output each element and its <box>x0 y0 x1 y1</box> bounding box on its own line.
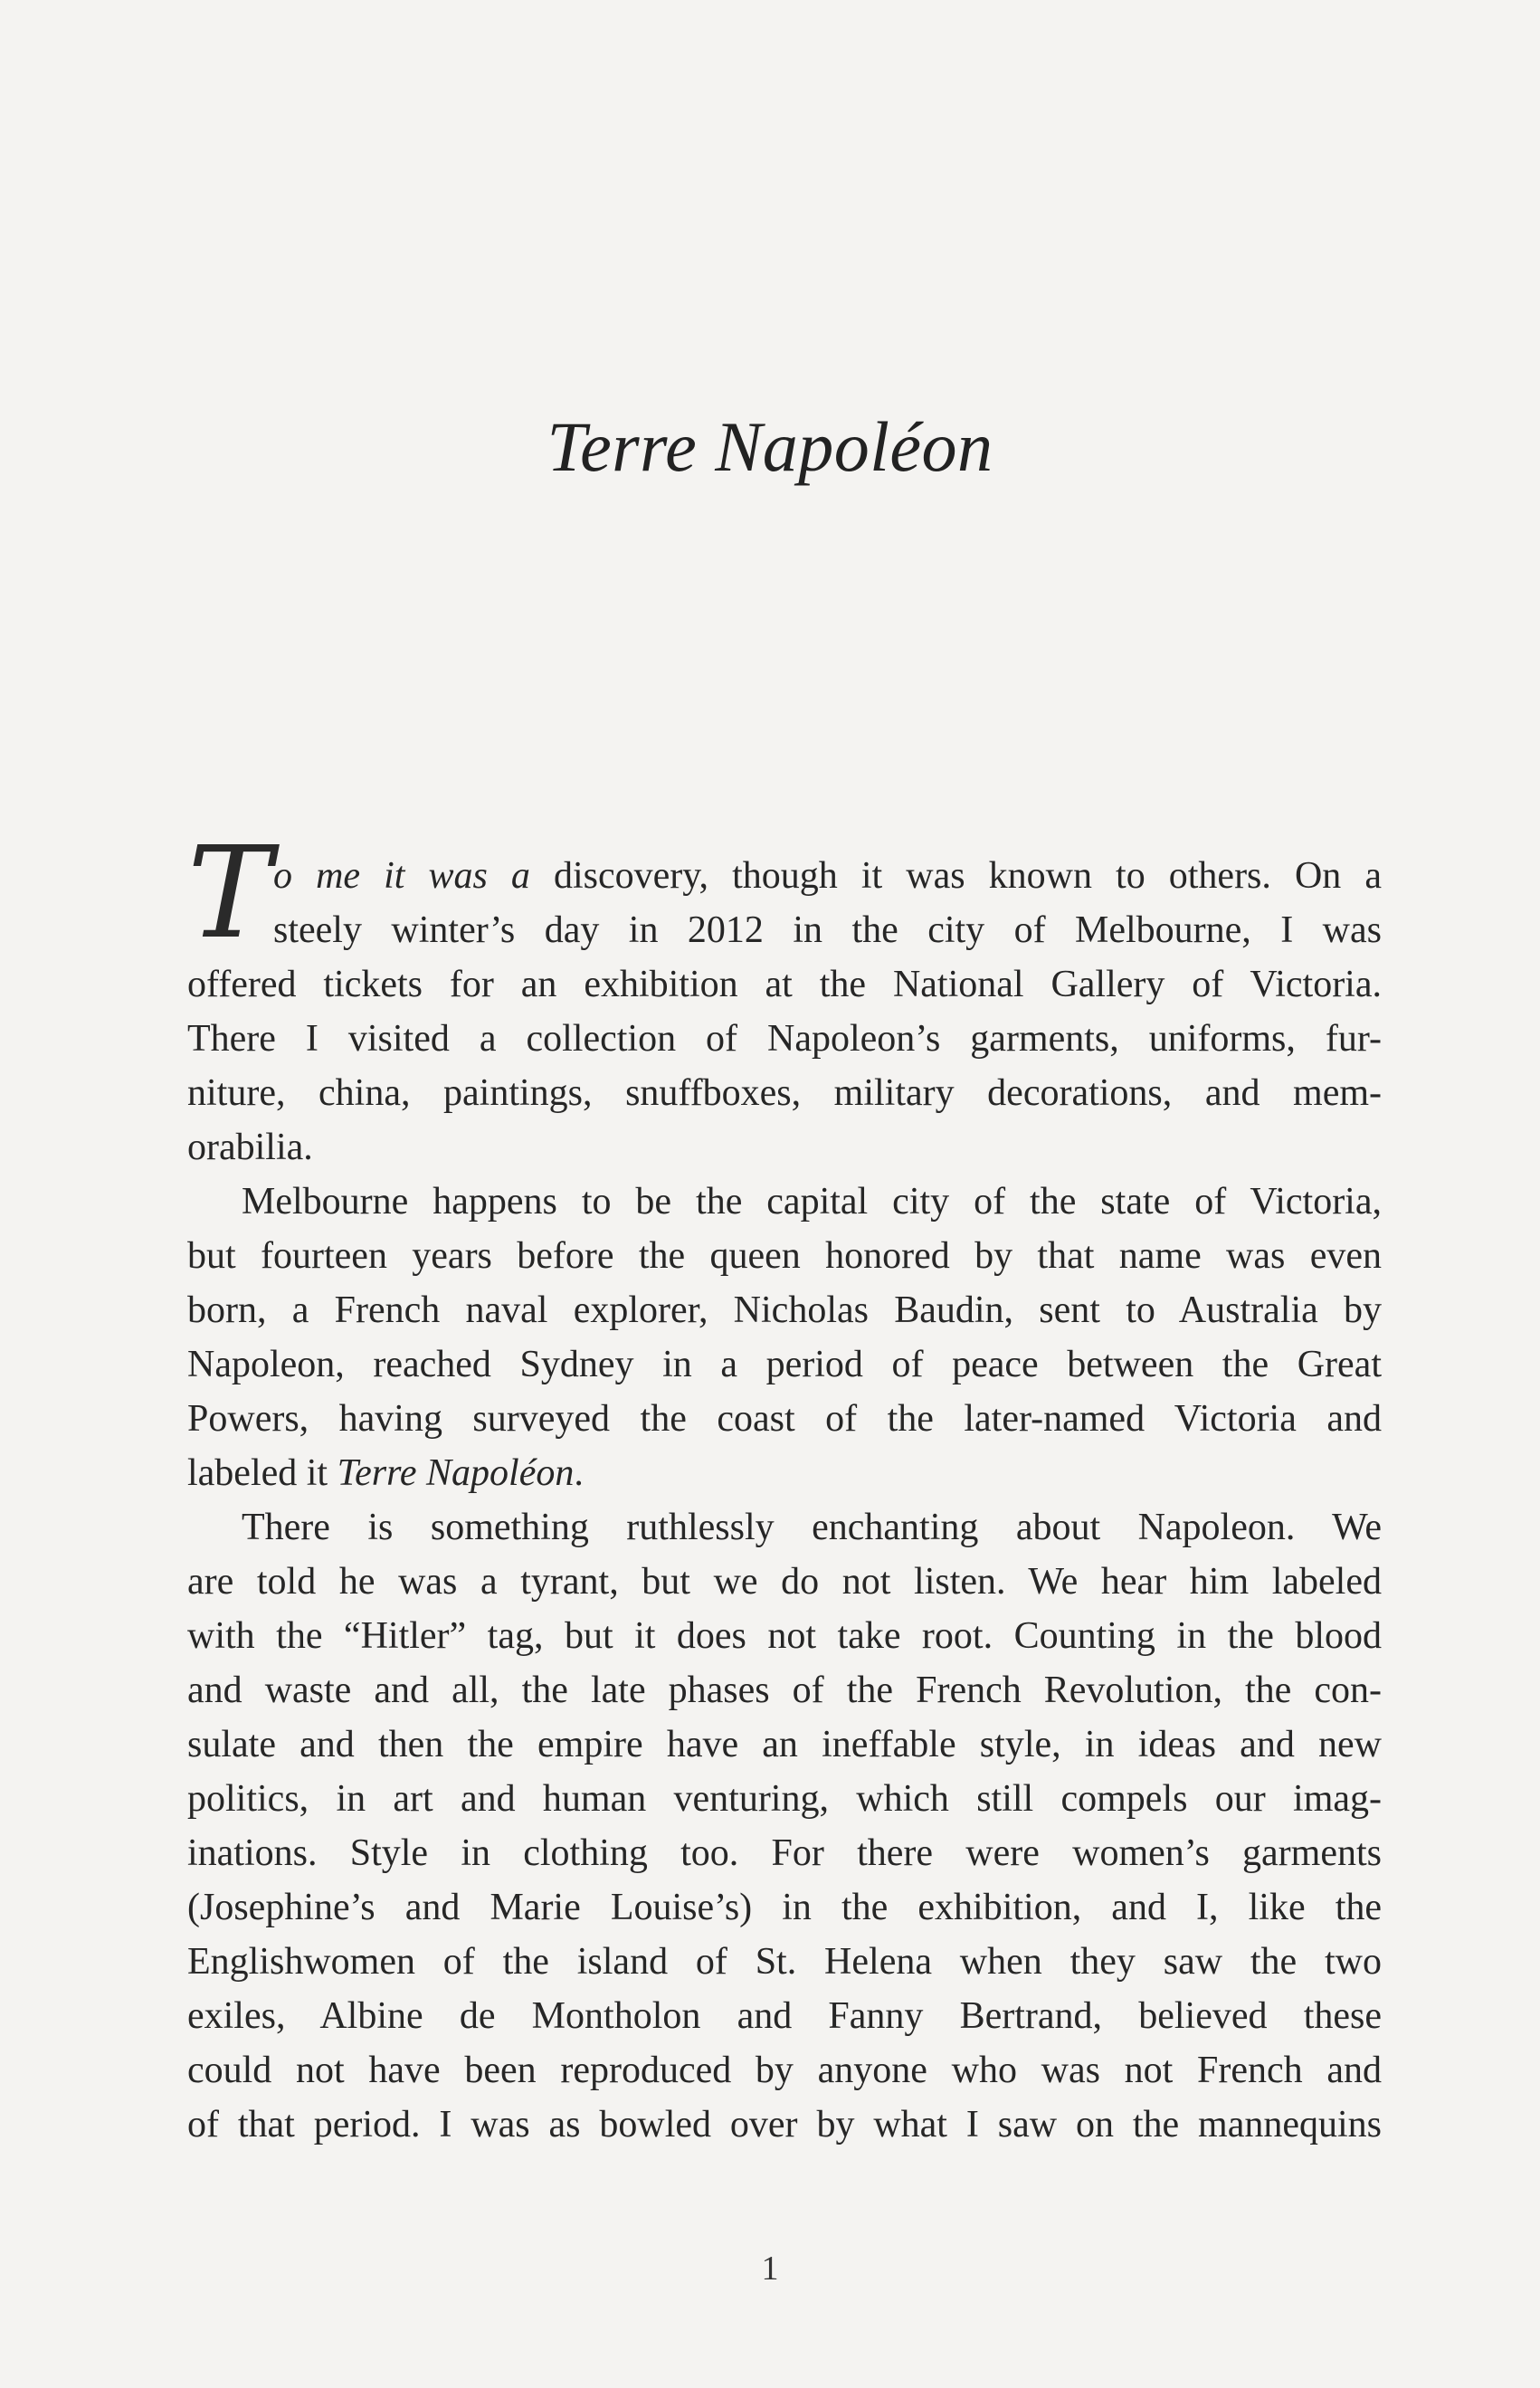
text-run: politics, in art and human venturing, which still compels our imag- <box>187 1778 1382 1820</box>
text-line <box>187 1555 1382 1609</box>
italic-text-run: o me it was a <box>273 855 530 897</box>
text-run: orabilia. <box>187 1127 313 1168</box>
text-line <box>187 1826 1382 1880</box>
text-run: steely winter’s day in 2012 in the city of Melbourne, I was <box>273 909 1382 951</box>
text-run: There I visited a collection of Napoleon’s garments, uniforms, fur- <box>187 1018 1382 1060</box>
text-line <box>187 1663 1382 1717</box>
text-line <box>187 1935 1382 1989</box>
text-run: There is something ruthlessly enchanting about Napoleon. We <box>242 1507 1382 1548</box>
text-run: labeled it <box>187 1452 337 1494</box>
text-line <box>187 903 1382 957</box>
text-line <box>187 1283 1382 1337</box>
page-number: 1 <box>761 2250 779 2288</box>
text-run: . <box>574 1452 584 1494</box>
text-run: but fourteen years before the queen honored by that name was even <box>187 1235 1382 1277</box>
text-run: discovery, though it was known to others. On a <box>529 855 1383 897</box>
text-run: offered tickets for an exhibition at the National Gallery of Victoria. <box>187 964 1382 1005</box>
text-line <box>187 1392 1382 1446</box>
text-run: exiles, Albine de Montholon and Fanny Bertrand, believed these <box>187 1995 1382 2037</box>
body-text <box>187 849 1382 2152</box>
text-run: Englishwomen of the island of St. Helena when they saw the two <box>187 1941 1382 1983</box>
text-line <box>187 957 1382 1012</box>
italic-text-run: Terre Napoléon <box>337 1452 575 1494</box>
text-line <box>187 1066 1382 1120</box>
text-run: with the “Hitler” tag, but it does not take root. Counting in the blood <box>187 1615 1382 1657</box>
text-run: sulate and then the empire have an ineffable style, in ideas and new <box>187 1724 1382 1765</box>
text-line <box>187 1500 1382 1555</box>
text-line <box>187 1880 1382 1935</box>
text-line <box>187 1609 1382 1663</box>
text-run: are told he was a tyrant, but we do not listen. We hear him labeled <box>187 1561 1382 1603</box>
text-line <box>187 1989 1382 2043</box>
text-run: niture, china, paintings, snuffboxes, military decorations, and mem- <box>187 1072 1382 1114</box>
text-run: Napoleon, reached Sydney in a period of peace between the Great <box>187 1344 1382 1385</box>
text-run: of that period. I was as bowled over by what I saw on the mannequins <box>187 2104 1382 2145</box>
text-run: could not have been reproduced by anyone who was not French and <box>187 2050 1382 2091</box>
text-run: Powers, having surveyed the coast of the later-named Victoria and <box>187 1398 1382 1440</box>
text-line <box>187 1012 1382 1066</box>
drop-cap: T <box>187 820 272 967</box>
text-line <box>187 2043 1382 2098</box>
text-line <box>187 1120 1382 1175</box>
text-run: and waste and all, the late phases of the French Revolution, the con- <box>187 1670 1382 1711</box>
text-line <box>187 849 1382 903</box>
text-run: (Josephine’s and Marie Louise’s) in the exhibition, and I, like the <box>187 1887 1382 1928</box>
text-run: born, a French naval explorer, Nicholas Baudin, sent to Australia by <box>187 1289 1382 1331</box>
text-line <box>187 1229 1382 1283</box>
text-run: inations. Style in clothing too. For there were women’s garments <box>187 1832 1382 1874</box>
text-line <box>187 2098 1382 2152</box>
chapter-title: Terre Napoléon <box>547 407 993 486</box>
text-line <box>187 1717 1382 1772</box>
text-line <box>187 1175 1382 1229</box>
text-line <box>187 1772 1382 1826</box>
text-line <box>187 1446 1382 1500</box>
text-line <box>187 1337 1382 1392</box>
text-run: Melbourne happens to be the capital city of the state of Victoria, <box>242 1181 1382 1223</box>
